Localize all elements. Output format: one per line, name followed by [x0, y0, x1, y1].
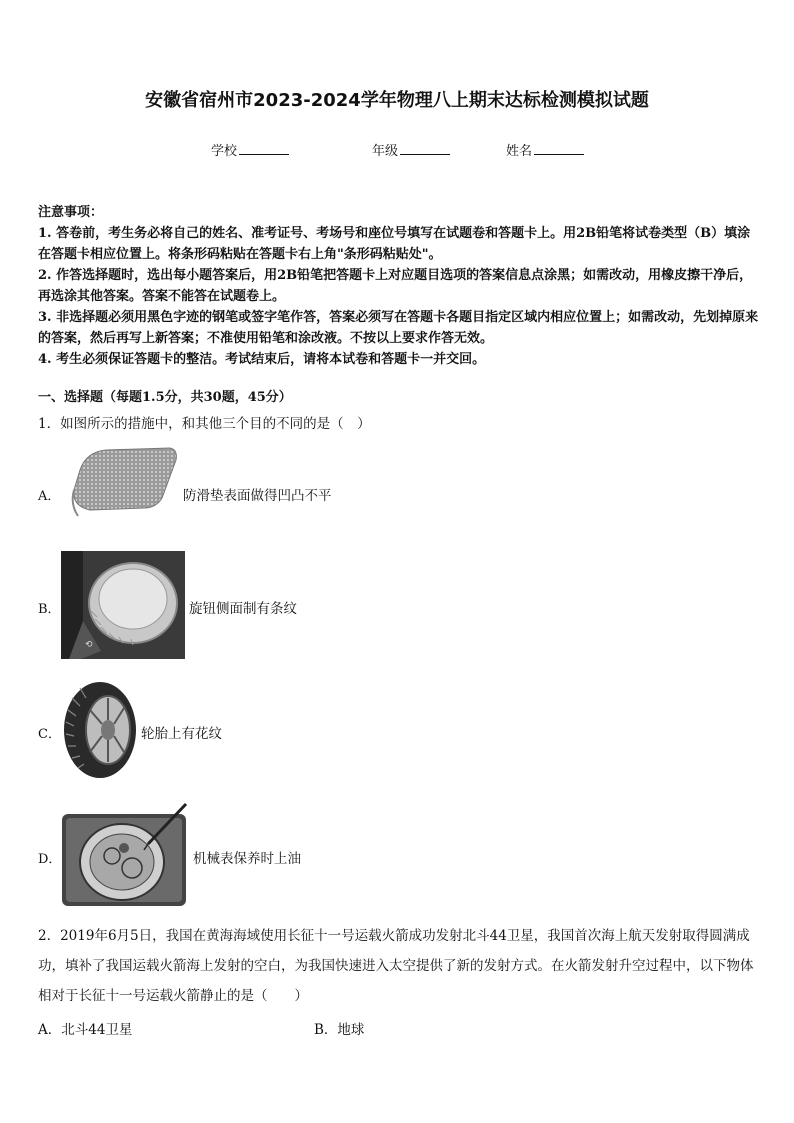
grade-label: 年级	[372, 144, 399, 159]
school-label: 学校	[211, 144, 238, 159]
question-2-option-a	[38, 1018, 132, 1038]
notice-item: 4. 考生必须保证答题卡的整洁。考试结束后，请将本试卷和答题卡一并交回。	[38, 352, 486, 367]
question-2-stem: 2．2019年6月5日，我国在黄海海域使用长征十一号运载火箭成功发射北斗44卫星，我国首次海上航天发射取得圆满成功，填补了我国运载火箭海上发射的空白，为我国快速进入太空提供了新的发射方式。在火箭发射升空过程中，以下物体相对于长征十一号运载火箭静止的是（ ）	[38, 928, 754, 1004]
option-c-text: 轮胎上有花纹	[141, 726, 222, 742]
page-title: 安徽省宿州市2023-2024学年物理八上期末达标检测模拟试题	[145, 90, 649, 111]
watch-oiling-image	[62, 800, 190, 914]
option-a-label: A．	[38, 489, 61, 504]
question-1-stem: 1．如图所示的措施中，和其他三个目的不同的是（ ）	[38, 416, 371, 432]
name-field[interactable]	[506, 140, 584, 159]
tire-image	[62, 680, 138, 784]
section-heading: 一、选择题（每题1.5分，共30题，45分）	[38, 390, 292, 405]
grade-field[interactable]	[372, 140, 450, 159]
question-2-option-b	[314, 1018, 364, 1038]
option-label: A．	[38, 1022, 62, 1038]
knob-image	[61, 551, 185, 663]
notice-item: 2. 作答选择题时，选出每小题答案后，用2B铅笔把答题卡上对应题目选项的答案信息点涂黑；如需改动，用橡皮擦干净后，再选涂其他答案。答案不能答在试题卷上。	[38, 268, 753, 304]
option-d-text: 机械表保养时上油	[193, 851, 301, 867]
option-b-text: 旋钮侧面制有条纹	[189, 601, 297, 617]
option-b-label: B．	[38, 602, 61, 617]
notice-section	[38, 202, 760, 370]
school-field[interactable]	[211, 140, 289, 159]
anti-slip-mat-image	[66, 446, 178, 526]
option-c-label: C．	[38, 727, 61, 742]
svg-text:⟲: ⟲	[85, 640, 93, 650]
school-blank[interactable]	[239, 142, 289, 155]
notice-item: 1. 答卷前，考生务必将自己的姓名、准考证号、考场号和座位号填写在试题卷和答题卡上。用2B铅笔将试卷类型（B）填涂在答题卡相应位置上。将条形码粘贴在答题卡右上角"条形码粘贴处"。	[38, 226, 751, 262]
option-text: 地球	[337, 1022, 365, 1038]
option-label: B．	[314, 1022, 338, 1038]
option-text: 北斗44卫星	[61, 1022, 133, 1038]
option-d-label: D．	[38, 852, 62, 867]
notice-heading: 注意事项：	[38, 205, 104, 220]
grade-blank[interactable]	[400, 142, 450, 155]
name-blank[interactable]	[534, 142, 584, 155]
notice-item: 3. 非选择题必须用黑色字迹的钢笔或签字笔作答，答案必须写在答题卡各题目指定区域内相应位置上；如需改动，先划掉原来的答案，然后再写上新答案；不准使用铅笔和涂改液。不按以上要求作答无效。	[38, 310, 759, 346]
option-a-text: 防滑垫表面做得凹凸不平	[183, 488, 332, 504]
name-label: 姓名	[506, 144, 533, 159]
